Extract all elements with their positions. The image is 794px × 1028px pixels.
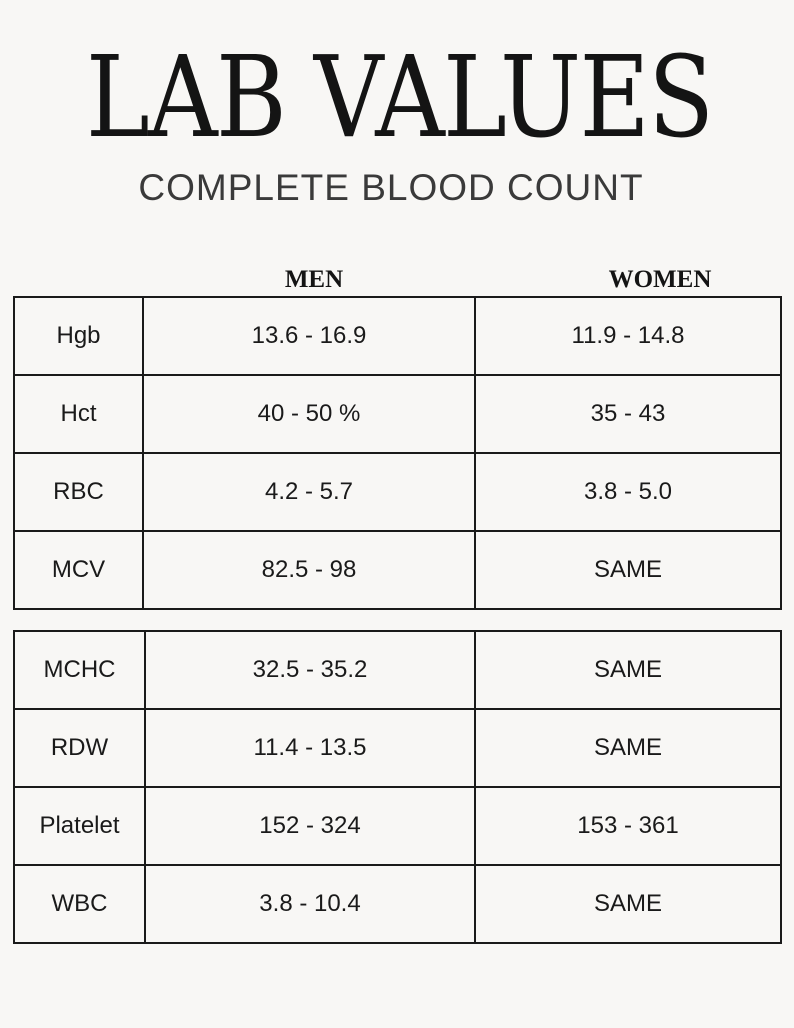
page-subtitle: COMPLETE BLOOD COUNT bbox=[138, 167, 644, 208]
women-range: SAME bbox=[475, 531, 781, 609]
women-range: 35 - 43 bbox=[475, 375, 781, 453]
table-row bbox=[14, 631, 781, 709]
test-name: MCV bbox=[14, 531, 143, 609]
women-range: SAME bbox=[475, 865, 781, 943]
table-row bbox=[14, 297, 781, 375]
column-header-women: WOMEN bbox=[608, 266, 712, 293]
table-row bbox=[14, 375, 781, 453]
lab-values-table-1 bbox=[13, 296, 782, 610]
test-name: Hgb bbox=[14, 297, 143, 375]
men-range: 3.8 - 10.4 bbox=[145, 865, 475, 943]
women-range: SAME bbox=[475, 631, 781, 709]
men-range: 82.5 - 98 bbox=[143, 531, 475, 609]
table-row bbox=[14, 865, 781, 943]
test-name: RBC bbox=[14, 453, 143, 531]
men-range: 40 - 50 % bbox=[143, 375, 475, 453]
test-name: Hct bbox=[14, 375, 143, 453]
test-name: MCHC bbox=[14, 631, 145, 709]
women-range: SAME bbox=[475, 709, 781, 787]
test-name: Platelet bbox=[14, 787, 145, 865]
women-range: 3.8 - 5.0 bbox=[475, 453, 781, 531]
men-range: 4.2 - 5.7 bbox=[143, 453, 475, 531]
women-range: 11.9 - 14.8 bbox=[475, 297, 781, 375]
column-header-men: MEN bbox=[284, 266, 344, 293]
test-name: RDW bbox=[14, 709, 145, 787]
test-name: WBC bbox=[14, 865, 145, 943]
men-range: 152 - 324 bbox=[145, 787, 475, 865]
table-row bbox=[14, 709, 781, 787]
men-range: 13.6 - 16.9 bbox=[143, 297, 475, 375]
men-range: 32.5 - 35.2 bbox=[145, 631, 475, 709]
page-title: LAB VALUES bbox=[85, 33, 713, 163]
men-range: 11.4 - 13.5 bbox=[145, 709, 475, 787]
table-row bbox=[14, 453, 781, 531]
lab-values-table-2 bbox=[13, 630, 782, 944]
table-row bbox=[14, 531, 781, 609]
table-row bbox=[14, 787, 781, 865]
women-range: 153 - 361 bbox=[475, 787, 781, 865]
